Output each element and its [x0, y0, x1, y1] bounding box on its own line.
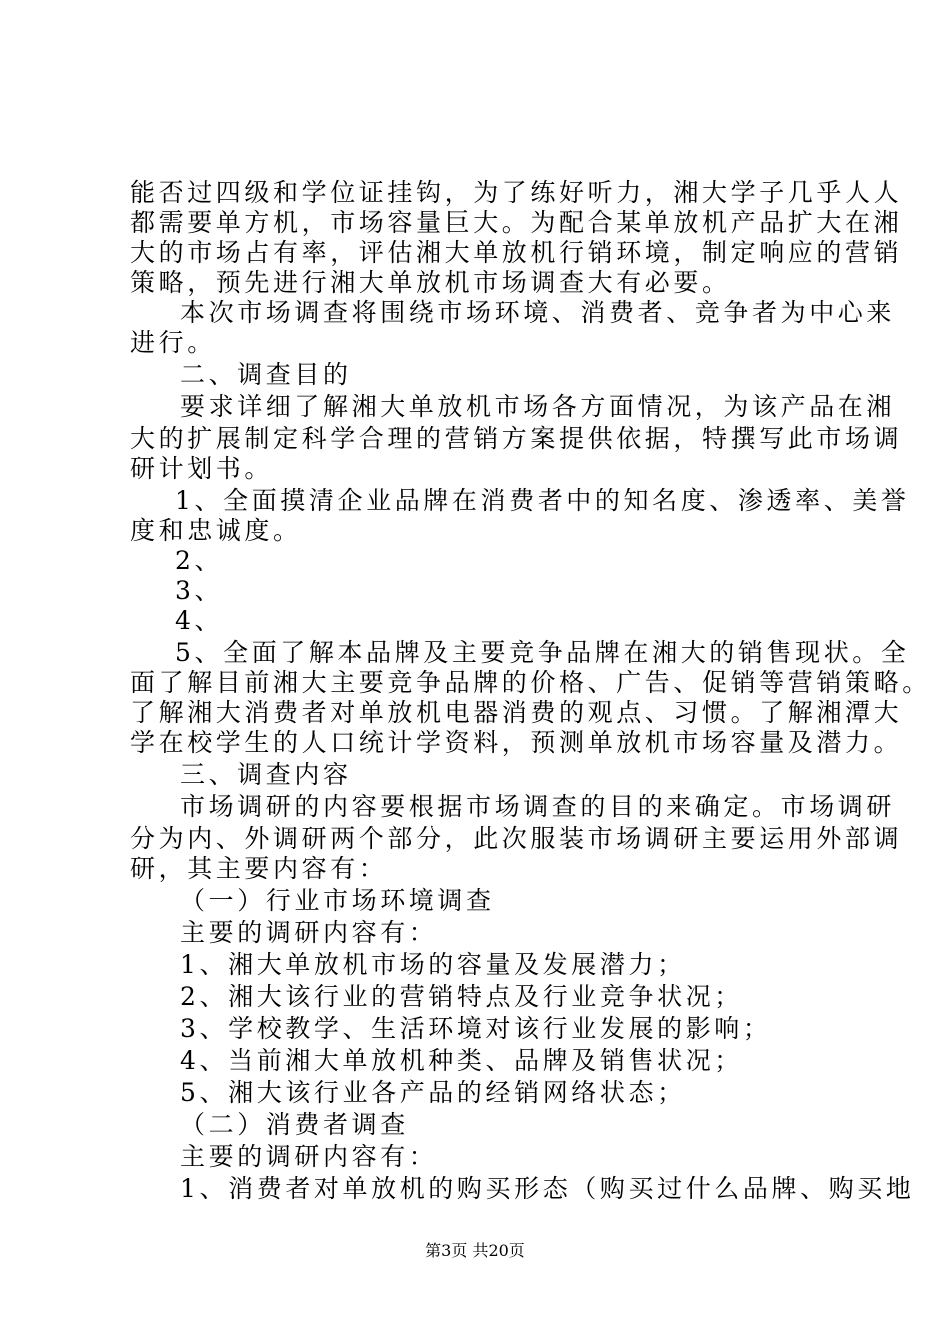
list-item: 5、全面了解本品牌及主要竞争品牌在湘大的销售现状。全	[175, 638, 910, 667]
subsection-heading: （一）行业市场环境调查	[180, 886, 495, 915]
list-item: 2、	[175, 546, 224, 575]
list-item: 5、湘大该行业各产品的经销网络状态；	[180, 1078, 686, 1107]
body-line: 了解湘大消费者对单放机电器消费的观点、习惯。了解湘潭大	[130, 698, 903, 727]
body-line: 大的市场占有率，评估湘大单放机行销环境，制定响应的营销	[130, 238, 903, 267]
body-line: 学在校学生的人口统计学资料，预测单放机市场容量及潜力。	[130, 728, 903, 757]
subsection-heading: （二）消费者调查	[180, 1110, 409, 1139]
list-item: 3、学校教学、生活环境对该行业发展的影响；	[180, 1014, 772, 1043]
body-line: 面了解目前湘大主要竞争品牌的价格、广告、促销等营销策略。	[130, 668, 931, 697]
body-line: 研计划书。	[130, 454, 274, 483]
body-line: 分为内、外调研两个部分，此次服装市场调研主要运用外部调	[130, 824, 903, 853]
body-line: 度和忠诚度。	[130, 516, 302, 545]
body-line: 能否过四级和学位证挂钩，为了练好听力，湘大学子几乎人人	[130, 178, 903, 207]
body-line: 市场调研的内容要根据市场调查的目的来确定。市场调研	[180, 792, 896, 821]
body-line: 主要的调研内容有：	[180, 918, 438, 947]
list-item: 1、湘大单放机市场的容量及发展潜力；	[180, 950, 686, 979]
body-line: 策略，预先进行湘大单放机市场调查大有必要。	[130, 268, 731, 297]
list-item: 4、当前湘大单放机种类、品牌及销售状况；	[180, 1046, 743, 1075]
list-item: 3、	[175, 576, 224, 605]
section-heading: 三、调查内容	[180, 760, 352, 789]
list-item: 1、消费者对单放机的购买形态（购买过什么品牌、购买地	[180, 1174, 915, 1203]
body-line: 进行。	[130, 328, 216, 357]
list-item: 1、全面摸清企业品牌在消费者中的知名度、渗透率、美誉	[175, 486, 910, 515]
body-line: 要求详细了解湘大单放机市场各方面情况，为该产品在湘	[180, 392, 896, 421]
body-line: 都需要单方机，市场容量巨大。为配合某单放机产品扩大在湘	[130, 208, 903, 237]
body-line: 本次市场调查将围绕市场环境、消费者、竞争者为中心来	[180, 298, 896, 327]
body-line: 大的扩展制定科学合理的营销方案提供依据，特撰写此市场调	[130, 424, 903, 453]
list-item: 4、	[175, 606, 224, 635]
list-item: 2、湘大该行业的营销特点及行业竞争状况；	[180, 982, 743, 1011]
section-heading: 二、调查目的	[180, 360, 352, 389]
page-number-footer: 第3页 共20页	[425, 1241, 525, 1260]
body-line: 研，其主要内容有：	[130, 854, 388, 883]
body-line: 主要的调研内容有：	[180, 1142, 438, 1171]
